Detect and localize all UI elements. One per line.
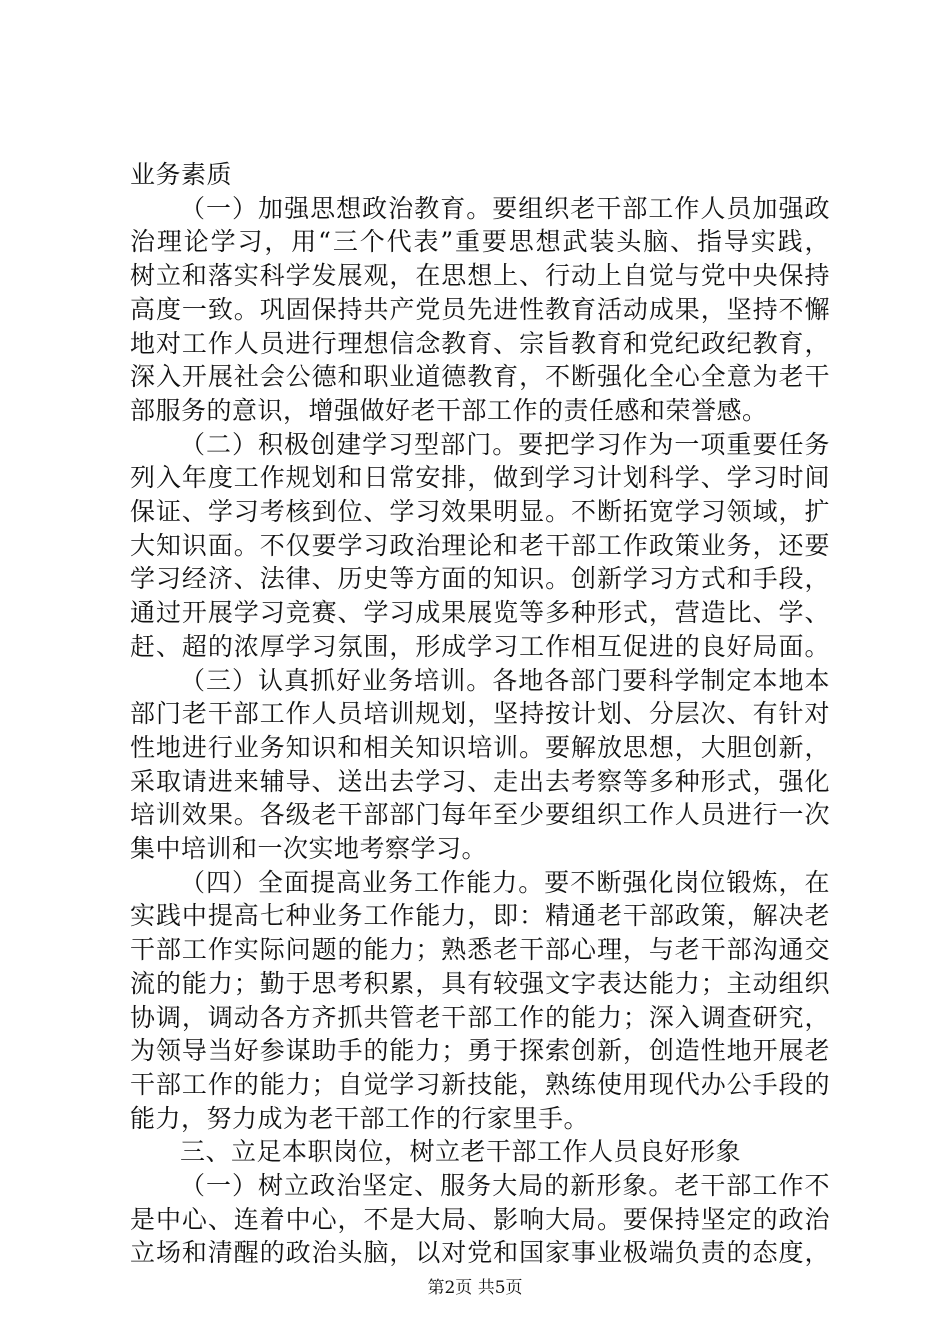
text-line: 治理论学习，用“三个代表”重要思想武装头脑、指导实践， xyxy=(130,227,830,256)
section-heading: 三、立足本职岗位，树立老干部工作人员良好形象 xyxy=(180,1137,742,1166)
text-line: 部门老干部工作人员培训规划，坚持按计划、分层次、有针对 xyxy=(130,699,830,728)
text-line: 协调，调动各方齐抓共管老干部工作的能力；深入调查研究， xyxy=(130,1003,830,1032)
paragraph-first-line: （二）积极创建学习型部门。要把学习作为一项重要任务 xyxy=(180,430,830,459)
paragraph-first-line: （三）认真抓好业务培训。各地各部门要科学制定本地本 xyxy=(180,666,830,695)
text-line: 干部工作实际问题的能力；熟悉老干部心理，与老干部沟通交 xyxy=(130,935,830,964)
text-line: 地对工作人员进行理想信念教育、宗旨教育和党纪政纪教育， xyxy=(130,329,830,358)
text-line: 流的能力；勤于思考积累，具有较强文字表达能力；主动组织 xyxy=(130,969,830,998)
paragraph-first-line: （一）加强思想政治教育。要组织老干部工作人员加强政 xyxy=(180,194,830,223)
text-line: 通过开展学习竞赛、学习成果展览等多种形式，营造比、学、 xyxy=(130,598,830,627)
text-line: 大知识面。不仅要学习政治理论和老干部工作政策业务，还要 xyxy=(130,531,830,560)
text-line: 学习经济、法律、历史等方面的知识。创新学习方式和手段， xyxy=(130,564,830,593)
text-line: 立场和清醒的政治头脑，以对党和国家事业极端负责的态度， xyxy=(130,1238,830,1267)
text-line: 干部工作的能力；自觉学习新技能，熟练使用现代办公手段的 xyxy=(130,1070,830,1099)
text-line: 列入年度工作规划和日常安排，做到学习计划科学、学习时间 xyxy=(130,463,830,492)
text-line: 保证、学习考核到位、学习效果明显。不断拓宽学习领域，扩 xyxy=(130,497,830,526)
text-line: 集中培训和一次实地考察学习。 xyxy=(130,834,488,863)
text-line: 业务素质 xyxy=(130,160,233,189)
text-line: 高度一致。巩固保持共产党员先进性教育活动成果，坚持不懈 xyxy=(130,295,830,324)
page-footer xyxy=(0,1276,950,1300)
text-line: 培训效果。各级老干部部门每年至少要组织工作人员进行一次 xyxy=(130,800,830,829)
page-number-label: 第2页 共5页 xyxy=(427,1278,523,1298)
text-line: 为领导当好参谋助手的能力；勇于探索创新，创造性地开展老 xyxy=(130,1036,830,1065)
paragraph-first-line: （一）树立政治坚定、服务大局的新形象。老干部工作不 xyxy=(180,1171,830,1200)
text-line: 采取请进来辅导、送出去学习、走出去考察等多种形式，强化 xyxy=(130,767,830,796)
text-line: 是中心、连着中心，不是大局、影响大局。要保持坚定的政治 xyxy=(130,1205,830,1234)
paragraph-first-line: （四）全面提高业务工作能力。要不断强化岗位锻炼，在 xyxy=(180,868,830,897)
text-line: 性地进行业务知识和相关知识培训。要解放思想，大胆创新， xyxy=(130,733,830,762)
text-line: 深入开展社会公德和职业道德教育，不断强化全心全意为老干 xyxy=(130,362,830,391)
text-line: 树立和落实科学发展观，在思想上、行动上自觉与党中央保持 xyxy=(130,261,830,290)
text-line: 能力，努力成为老干部工作的行家里手。 xyxy=(130,1104,590,1133)
text-line: 赶、超的浓厚学习氛围，形成学习工作相互促进的良好局面。 xyxy=(130,632,830,661)
text-line: 实践中提高七种业务工作能力，即：精通老干部政策，解决老 xyxy=(130,901,830,930)
text-line: 部服务的意识，增强做好老干部工作的责任感和荣誉感。 xyxy=(130,396,768,425)
